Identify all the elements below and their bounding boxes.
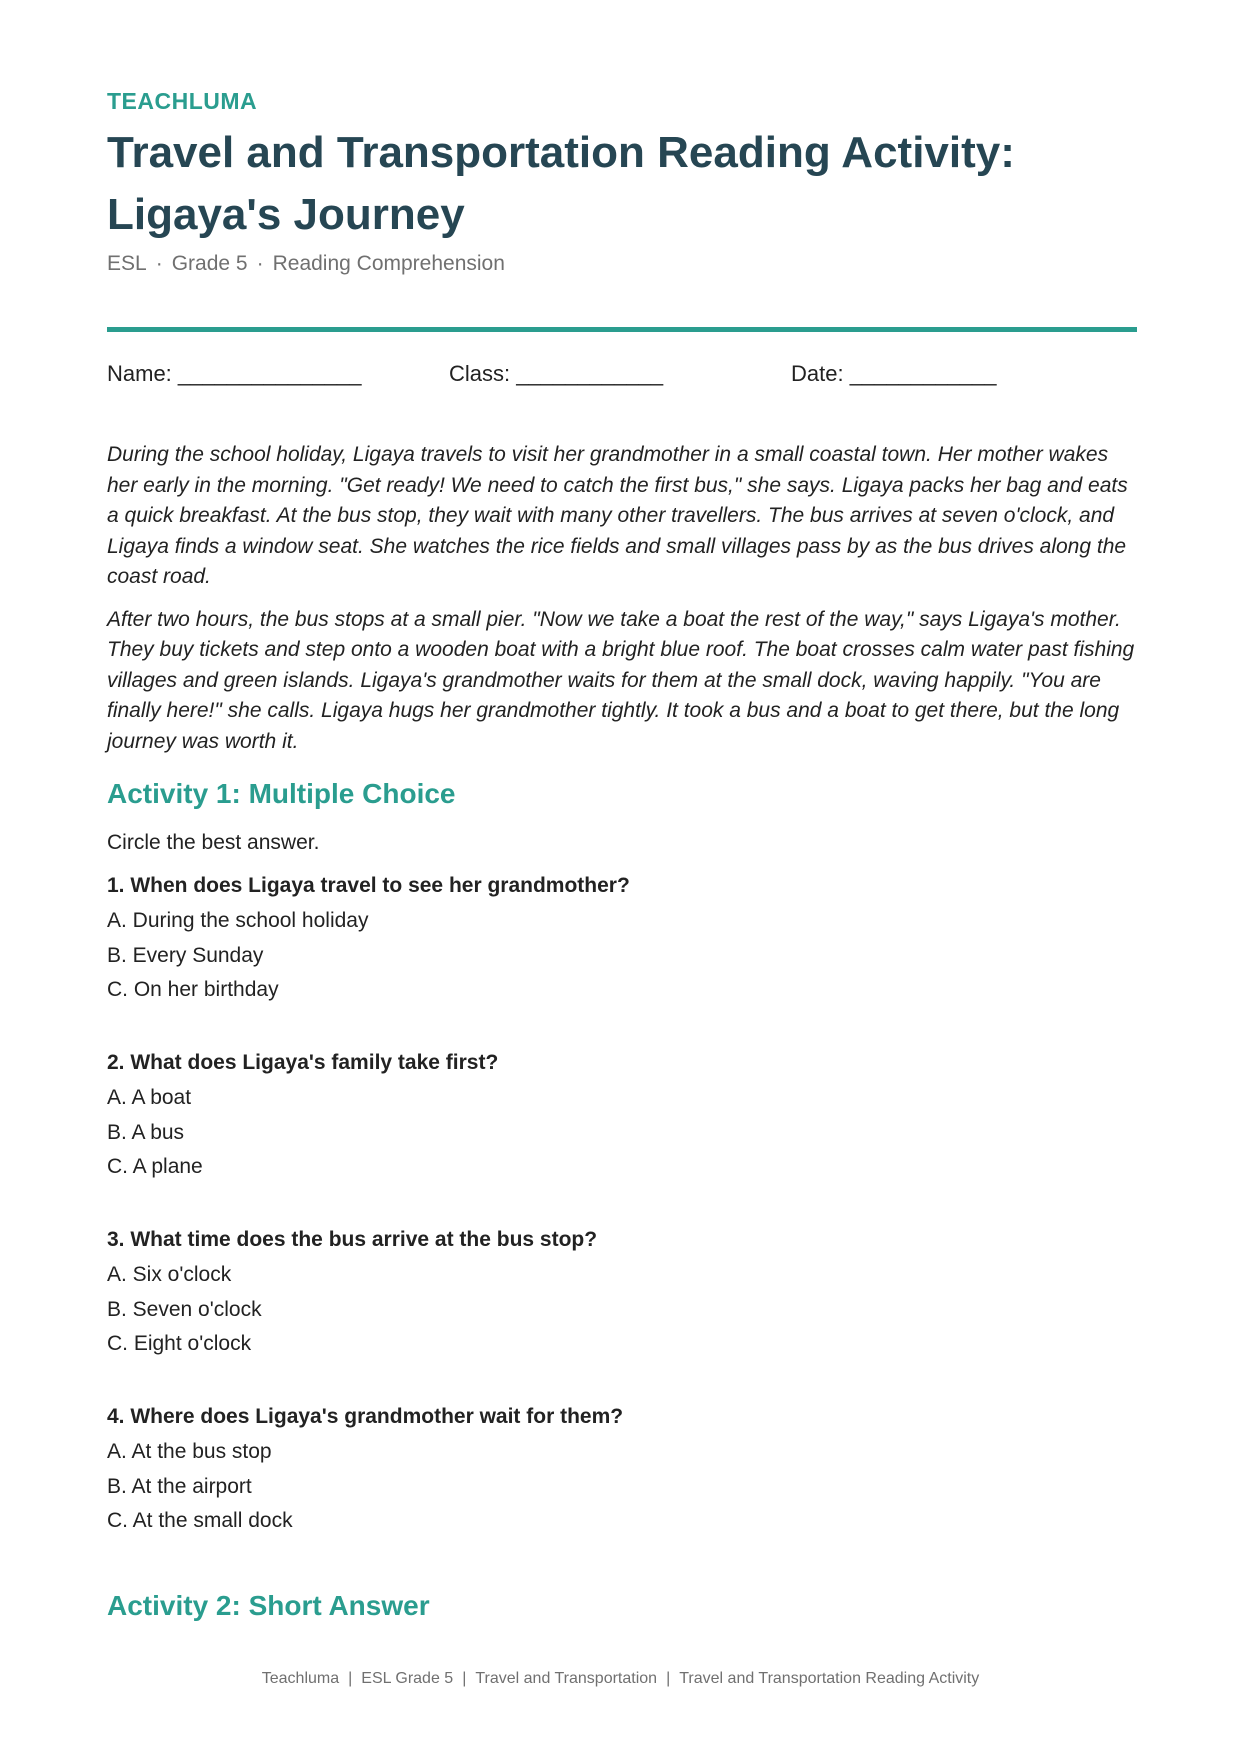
brand-name: TEACHLUMA — [107, 88, 258, 114]
question-item — [107, 1225, 1137, 1402]
question-item — [107, 1402, 1137, 1579]
footer-separator: | — [666, 1670, 671, 1687]
question-text: 1. When does Ligaya travel to see her grandmother? — [107, 874, 630, 897]
footer-worksheet: Travel and Transportation Reading Activity — [679, 1670, 980, 1687]
page-footer — [0, 1670, 1241, 1688]
passage-paragraph: After two hours, the bus stops at a small pier. "Now we take a boat the rest of the way," says Ligaya's mother. They buy tickets and step onto a wooden boat with a bright blue roof. The boat crosses calm water past fishing villages and green islands. Ligaya's grandmother waits for them at the small dock, waving happily. "You are finally here!" she calls. Ligaya hugs her grandmother tightly. It took a bus and a boat to get there, but the long journey was worth it. — [107, 607, 1135, 753]
meta-separator: · — [256, 252, 264, 275]
question-text: 4. Where does Ligaya's grandmother wait for them? — [107, 1405, 624, 1428]
answer-option[interactable]: C. At the small dock — [107, 1509, 293, 1532]
reading-passage — [107, 440, 1137, 769]
answer-option[interactable]: B. Seven o'clock — [107, 1297, 262, 1321]
activity-2-heading: Activity 2: Short Answer — [107, 1590, 430, 1621]
header-divider — [107, 327, 1137, 332]
activity-1-instruction: Circle the best answer. — [107, 831, 320, 854]
answer-option[interactable]: A. A boat — [107, 1086, 192, 1109]
worksheet-meta — [107, 252, 505, 276]
date-field[interactable]: Date: ____________ — [791, 361, 997, 386]
activity-1-heading: Activity 1: Multiple Choice — [107, 778, 456, 809]
answer-option[interactable]: A. During the school holiday — [107, 909, 369, 932]
worksheet-title: Travel and Transportation Reading Activity: Ligaya's Journey — [107, 128, 1015, 239]
passage-paragraph: During the school holiday, Ligaya travels to visit her grandmother in a small coastal town. Her mother wakes her early in the morning. "Get ready! We need to catch the first bus," she says. Ligaya packs her bag and eats a quick breakfast. At the bus stop, they wait with many other travellers. The bus arrives at seven o'clock, and Ligaya finds a window seat. She watches the rice fields and small villages pass by as the bus drives along the coast road. — [107, 443, 1128, 588]
meta-separator: · — [155, 252, 163, 275]
answer-option[interactable]: B. Every Sunday — [107, 943, 264, 967]
answer-option[interactable]: C. On her birthday — [107, 978, 279, 1001]
answer-option[interactable]: A. Six o'clock — [107, 1263, 232, 1286]
answer-option[interactable]: B. At the airport — [107, 1474, 252, 1498]
question-text: 2. What does Ligaya's family take first? — [107, 1051, 499, 1074]
footer-separator: | — [462, 1670, 467, 1687]
answer-option[interactable]: C. Eight o'clock — [107, 1332, 252, 1355]
footer-unit: Travel and Transportation — [475, 1670, 658, 1687]
answer-option[interactable]: A. At the bus stop — [107, 1440, 272, 1463]
class-field[interactable]: Class: ____________ — [449, 361, 664, 386]
question-item — [107, 871, 1137, 1048]
question-text: 3. What time does the bus arrive at the bus stop? — [107, 1228, 598, 1251]
question-list — [107, 871, 1137, 1579]
footer-separator: | — [348, 1670, 353, 1687]
meta-type: Reading Comprehension — [272, 252, 505, 275]
footer-brand: Teachluma — [261, 1670, 340, 1687]
meta-subject: ESL — [107, 252, 147, 275]
footer-course: ESL Grade 5 — [361, 1670, 454, 1687]
answer-option[interactable]: B. A bus — [107, 1120, 185, 1144]
question-item — [107, 1048, 1137, 1225]
answer-option[interactable]: C. A plane — [107, 1155, 203, 1178]
name-field[interactable]: Name: _______________ — [107, 361, 362, 386]
meta-grade: Grade 5 — [171, 252, 248, 275]
student-info-fields — [107, 361, 1137, 391]
